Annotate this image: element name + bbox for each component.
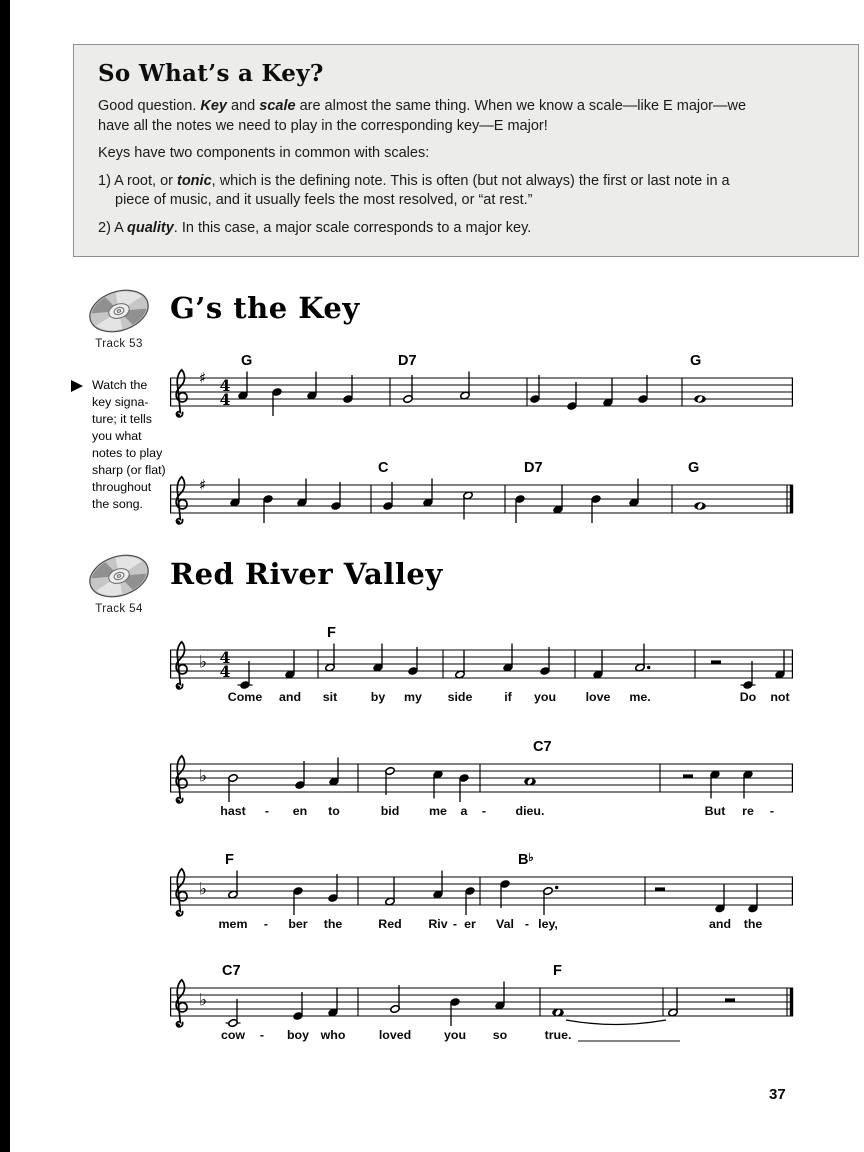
note xyxy=(331,482,341,510)
chord-label: F xyxy=(225,852,234,868)
note xyxy=(743,770,753,798)
lyric: boy xyxy=(286,1028,310,1042)
note xyxy=(567,382,577,410)
note xyxy=(307,372,317,400)
note xyxy=(553,486,563,514)
note xyxy=(635,644,651,672)
chord-label: D7 xyxy=(524,460,543,476)
lyric: re xyxy=(742,804,754,818)
info-box xyxy=(73,44,859,257)
chord-label: C xyxy=(378,460,389,476)
staff xyxy=(170,852,793,931)
lyric: But xyxy=(704,804,726,818)
chord-label: D7 xyxy=(398,353,417,369)
lyric: me. xyxy=(629,690,651,704)
song-title-gs-the-key: G’s the Key xyxy=(170,291,360,325)
chord-label: B♭ xyxy=(518,852,534,868)
note xyxy=(603,379,613,407)
lyric: Do xyxy=(739,690,757,704)
lyric: by xyxy=(370,690,386,704)
note xyxy=(285,651,295,679)
note xyxy=(495,982,505,1010)
info-box-line: have all the notes we need to play in the corresponding key—E major! xyxy=(98,117,548,134)
note xyxy=(741,661,756,689)
note xyxy=(668,989,678,1017)
note xyxy=(385,878,395,906)
chord-label: G xyxy=(688,460,700,476)
note xyxy=(694,395,706,403)
song-title-red-river-valley: Red River Valley xyxy=(170,557,443,591)
note xyxy=(455,651,465,679)
note xyxy=(228,871,238,899)
lyric: dieu. xyxy=(515,804,545,818)
lyric: mem xyxy=(218,917,248,931)
note xyxy=(230,479,240,507)
note xyxy=(423,479,433,507)
info-box-line: piece of music, and it usually feels the most resolved, or “at rest.” xyxy=(115,192,533,208)
info-box-line: Good question. Key and scale are almost the same thing. When we know a scale—like E major—we xyxy=(98,98,747,114)
side-note-text xyxy=(92,377,175,513)
treble-clef-icon xyxy=(176,980,187,1027)
note xyxy=(629,479,639,507)
lyric-hyphen: - xyxy=(264,804,270,818)
info-box-title: So What’s a Key? xyxy=(98,60,324,87)
treble-clef-icon xyxy=(176,477,187,524)
lyric-hyphen: - xyxy=(263,917,269,931)
time-signature: 4 xyxy=(219,389,231,409)
staff xyxy=(170,739,793,818)
lyric: hast xyxy=(220,804,246,818)
note xyxy=(524,778,536,786)
lyric: if xyxy=(504,690,512,704)
lyric: er xyxy=(464,917,476,931)
treble-clef-icon xyxy=(176,370,187,417)
lyric-hyphen: - xyxy=(524,917,530,931)
lyric: you xyxy=(533,690,557,704)
chord-label: G xyxy=(690,353,702,369)
lyric: Val xyxy=(496,917,514,931)
lyric: you xyxy=(443,1028,467,1042)
note xyxy=(293,887,303,915)
lyric: true. xyxy=(544,1028,572,1042)
half-rest xyxy=(711,660,721,664)
note xyxy=(775,651,785,679)
note xyxy=(748,885,758,913)
note xyxy=(226,999,241,1027)
time-signature: 4 xyxy=(219,647,231,667)
note xyxy=(450,998,460,1026)
side-note-line: sharp (or flat) xyxy=(92,463,166,477)
page-edge-bar xyxy=(0,0,10,1152)
flat-key-signature: ♭ xyxy=(199,879,208,900)
note xyxy=(272,388,282,416)
side-note-line: you what xyxy=(92,429,142,443)
treble-clef-icon xyxy=(176,869,187,916)
cd-disc-icon xyxy=(86,289,152,335)
chord-label: G xyxy=(241,353,253,369)
lyric: to xyxy=(328,804,340,818)
note xyxy=(433,871,443,899)
info-box-line: Keys have two components in common with scales: xyxy=(98,145,430,161)
note xyxy=(293,992,303,1020)
lyric: ber xyxy=(288,917,308,931)
info-box-line: 2) A quality. In this case, a major scale corresponds to a major key. xyxy=(98,219,532,236)
lyric: the xyxy=(323,917,343,931)
chord-label: F xyxy=(327,625,336,641)
treble-clef-icon xyxy=(176,642,187,689)
lyric: a xyxy=(460,804,468,818)
half-rest xyxy=(683,774,693,778)
page-number: 37 xyxy=(769,1086,786,1103)
note xyxy=(263,495,273,523)
lyric: my xyxy=(404,690,422,704)
side-note-line: throughout xyxy=(92,480,152,494)
lyric: who xyxy=(320,1028,346,1042)
note xyxy=(463,491,473,519)
staff xyxy=(170,460,793,524)
note xyxy=(297,479,307,507)
side-note-line: ture; it tells xyxy=(92,412,152,426)
note xyxy=(325,644,335,672)
lyric-hyphen: - xyxy=(259,1028,265,1042)
note xyxy=(465,887,475,915)
note xyxy=(408,647,418,675)
lyric: and xyxy=(278,690,302,704)
note xyxy=(373,644,383,672)
note xyxy=(515,495,525,523)
lyric-hyphen: - xyxy=(452,917,458,931)
note xyxy=(530,375,540,403)
lyric: ley, xyxy=(538,917,558,931)
lyric: me xyxy=(429,804,447,818)
side-note xyxy=(71,377,175,513)
side-note-line: notes to play xyxy=(92,446,163,460)
half-rest xyxy=(655,887,665,891)
lyric: Come xyxy=(227,690,263,704)
note xyxy=(503,644,513,672)
lyric: and xyxy=(708,917,732,931)
note xyxy=(715,885,725,913)
note xyxy=(433,770,443,798)
note xyxy=(460,372,470,400)
note xyxy=(638,375,648,403)
time-signature: 4 xyxy=(219,661,231,681)
note xyxy=(329,758,339,786)
lyric: not xyxy=(770,690,790,704)
cd-disc-icon xyxy=(86,554,152,600)
sharp-key-signature: ♯ xyxy=(199,476,207,494)
note xyxy=(540,647,550,675)
chord-label: C7 xyxy=(222,963,241,979)
note xyxy=(228,774,238,802)
treble-clef-icon xyxy=(176,756,187,803)
tie xyxy=(566,1020,666,1025)
note xyxy=(552,1009,564,1017)
note xyxy=(295,761,305,789)
note xyxy=(459,774,469,802)
lyric: en xyxy=(292,804,308,818)
lyric: Red xyxy=(378,917,402,931)
note xyxy=(328,989,338,1017)
lyric: bid xyxy=(380,804,400,818)
lyric-hyphen: - xyxy=(481,804,487,818)
note xyxy=(593,651,603,679)
lyric-hyphen: - xyxy=(769,804,775,818)
info-box-body xyxy=(98,97,832,238)
note xyxy=(238,372,248,400)
note xyxy=(385,767,395,795)
lyric: so xyxy=(492,1028,508,1042)
time-signature: 4 xyxy=(219,375,231,395)
cd-track-54 xyxy=(84,554,154,615)
chord-label: C7 xyxy=(533,739,552,755)
lyric: sit xyxy=(322,690,338,704)
note xyxy=(383,482,393,510)
note xyxy=(694,502,706,510)
lyric: the xyxy=(743,917,763,931)
track-label: Track 53 xyxy=(95,338,143,350)
info-box-line: 1) A root, or tonic, which is the defining note. This is often (but not always) the first or last note in a xyxy=(98,172,730,189)
staff xyxy=(170,963,793,1042)
lyric: loved xyxy=(378,1028,412,1042)
staff xyxy=(170,625,793,704)
lyric: love xyxy=(585,690,611,704)
lyric: side xyxy=(447,690,473,704)
staff xyxy=(170,353,793,417)
side-note-line: the song. xyxy=(92,497,143,511)
side-note-line: key signa- xyxy=(92,395,149,409)
flat-key-signature: ♭ xyxy=(199,766,208,787)
lyric: cow xyxy=(220,1028,246,1042)
sharp-key-signature: ♯ xyxy=(199,369,207,387)
flat-key-signature: ♭ xyxy=(199,990,208,1011)
note xyxy=(328,874,338,902)
flat-key-signature: ♭ xyxy=(199,652,208,673)
note xyxy=(710,770,720,798)
lyric: Riv xyxy=(428,917,448,931)
side-note-line: Watch the xyxy=(92,378,148,392)
note xyxy=(238,661,253,689)
note xyxy=(343,375,353,403)
half-rest xyxy=(725,998,735,1002)
note xyxy=(591,495,601,523)
note xyxy=(500,880,510,908)
track-label: Track 54 xyxy=(95,603,143,615)
chord-label: F xyxy=(553,963,562,979)
note xyxy=(390,985,400,1013)
final-barline xyxy=(790,988,793,1016)
right-triangle-pointer-icon xyxy=(71,380,83,392)
note xyxy=(403,375,413,403)
note xyxy=(543,886,559,915)
final-barline xyxy=(790,485,793,513)
cd-track-53 xyxy=(84,289,154,350)
